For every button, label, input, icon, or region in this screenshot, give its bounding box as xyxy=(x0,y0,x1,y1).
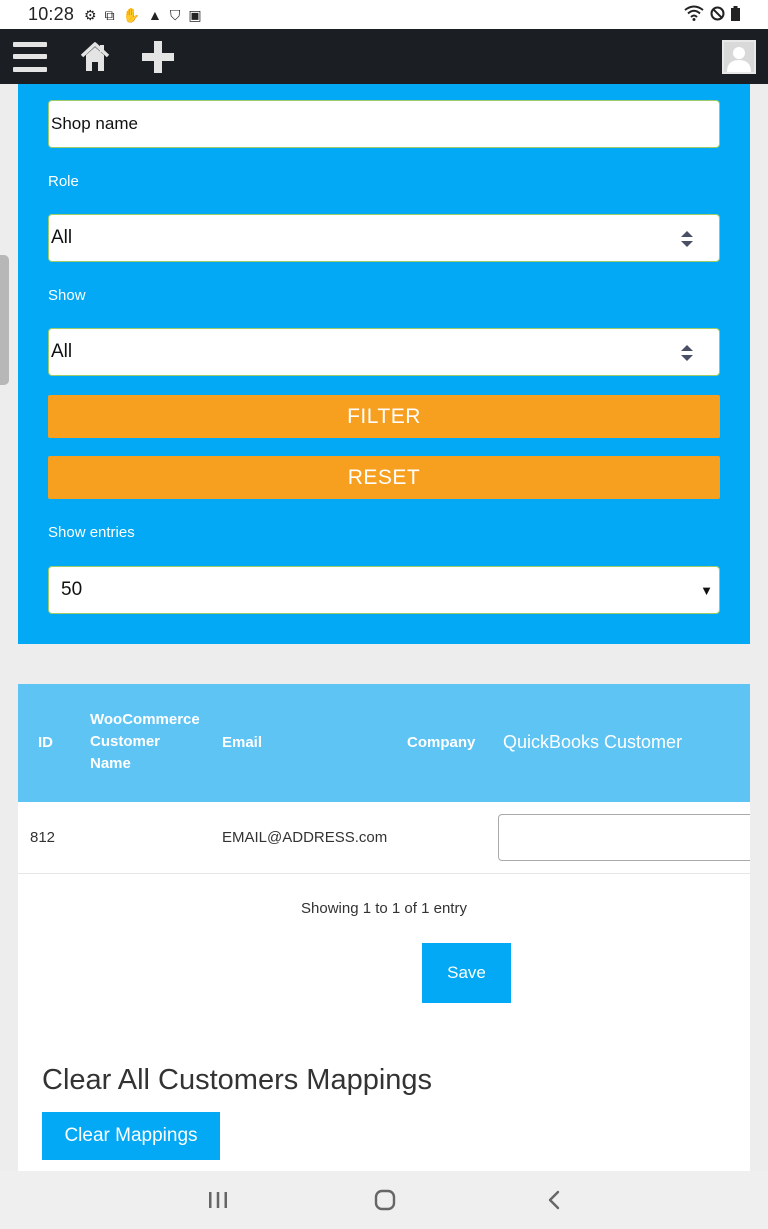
table-header xyxy=(18,684,750,802)
row-id: 812 xyxy=(30,829,56,846)
back-icon xyxy=(547,1190,561,1210)
home-nav-button[interactable] xyxy=(369,1171,401,1229)
quickbooks-customer-input[interactable] xyxy=(498,814,750,861)
show-select[interactable] xyxy=(48,328,720,376)
avatar[interactable] xyxy=(722,40,756,74)
role-select[interactable] xyxy=(48,214,720,262)
screenshot-icon: ⧉ xyxy=(104,6,115,23)
caret-down-icon: ▼ xyxy=(700,583,713,598)
col-name-line3: Name xyxy=(90,755,131,772)
filter-panel xyxy=(18,84,750,644)
recent-apps-button[interactable] xyxy=(203,1171,233,1229)
add-button[interactable] xyxy=(141,29,175,84)
app-toolbar xyxy=(0,29,768,84)
entries-value: 50 xyxy=(61,579,83,600)
system-nav-bar xyxy=(0,1171,768,1229)
table-row xyxy=(18,802,750,874)
app-icon: ▲ xyxy=(148,6,162,23)
show-entries-label: Show entries xyxy=(48,524,135,541)
shield-icon: ⛉ xyxy=(169,6,181,23)
shop-name-placeholder: Shop name xyxy=(51,114,138,133)
col-company[interactable]: Company xyxy=(407,734,476,751)
showing-entries-info: Showing 1 to 1 of 1 entry xyxy=(301,900,467,917)
col-woocommerce-name[interactable] xyxy=(90,709,200,775)
plus-icon xyxy=(141,40,175,74)
show-value: All xyxy=(51,341,73,362)
image-icon: ▣ xyxy=(188,6,202,23)
role-value: All xyxy=(51,227,73,248)
show-label: Show xyxy=(48,287,86,304)
home-button[interactable] xyxy=(79,29,111,84)
row-email: EMAIL@ADDRESS.com xyxy=(222,829,388,846)
role-label: Role xyxy=(48,173,79,190)
clear-mappings-button[interactable]: Clear Mappings xyxy=(42,1112,220,1160)
home-icon xyxy=(80,41,110,73)
col-name-line2: Customer xyxy=(90,733,161,750)
battery-icon xyxy=(731,6,740,24)
select-arrows-icon xyxy=(681,231,693,247)
settings-icon: ⚙ xyxy=(84,6,97,23)
recent-apps-icon xyxy=(207,1190,229,1210)
status-bar xyxy=(0,0,768,29)
status-icons xyxy=(84,8,202,22)
col-quickbooks-customer[interactable]: QuickBooks Customer xyxy=(503,732,683,752)
save-button[interactable]: Save xyxy=(422,943,511,1003)
do-not-disturb-icon xyxy=(710,6,725,24)
col-id[interactable]: ID xyxy=(38,734,53,751)
hamburger-icon xyxy=(13,42,47,72)
customers-table-card xyxy=(18,684,750,1171)
select-arrows-icon xyxy=(681,345,693,361)
back-button[interactable] xyxy=(540,1171,568,1229)
wifi-icon xyxy=(684,5,704,24)
hand-icon: ✋ xyxy=(122,6,141,23)
menu-button[interactable] xyxy=(12,29,48,84)
reset-button[interactable]: RESET xyxy=(48,456,720,499)
filter-button[interactable]: FILTER xyxy=(48,395,720,438)
shop-name-input[interactable] xyxy=(48,100,720,148)
scroll-indicator[interactable] xyxy=(0,255,9,385)
status-time: 10:28 xyxy=(28,4,75,24)
show-entries-select[interactable] xyxy=(48,566,720,614)
home-circle-icon xyxy=(374,1189,396,1211)
col-name-line1: WooCommerce xyxy=(90,711,200,728)
user-icon xyxy=(724,42,754,72)
col-email[interactable]: Email xyxy=(222,734,263,751)
clear-mappings-title: Clear All Customers Mappings xyxy=(42,1064,433,1096)
status-right-icons xyxy=(684,5,740,24)
